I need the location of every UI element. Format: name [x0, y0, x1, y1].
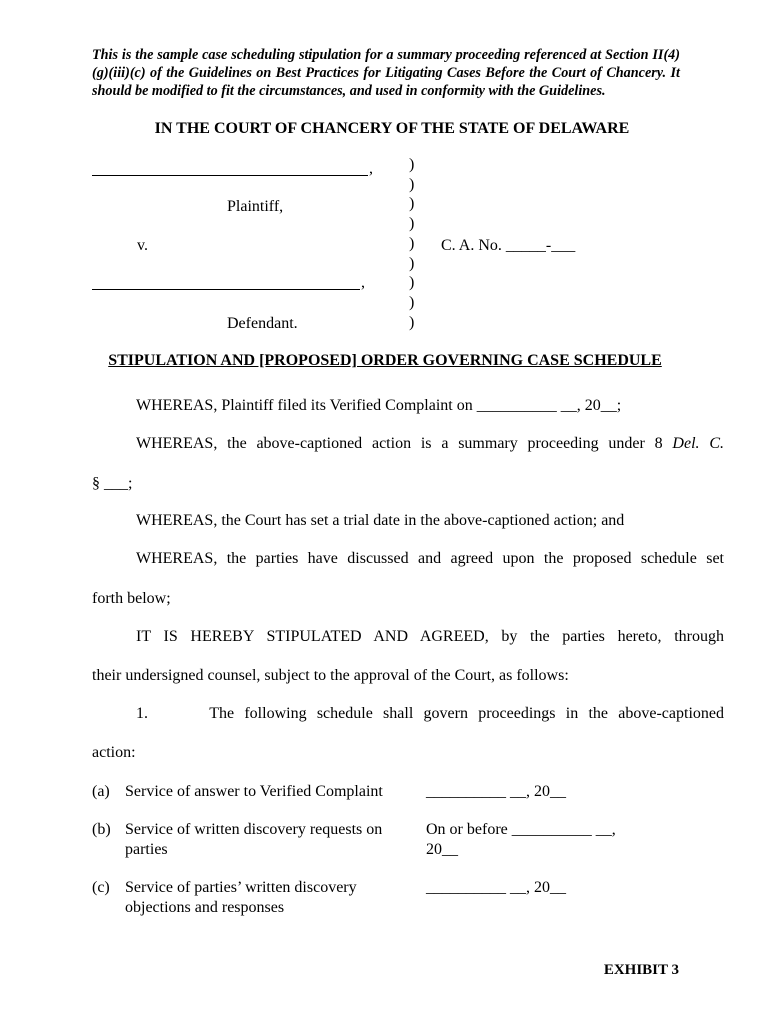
- paren: ): [409, 293, 415, 311]
- schedule-date: On or before __________ __, 20__: [426, 821, 616, 858]
- plaintiff-comma: ,: [369, 160, 373, 177]
- paren: ): [409, 234, 415, 252]
- paren: ): [409, 175, 415, 193]
- paren: ): [409, 313, 415, 331]
- schedule-description: Service of parties’ written discovery objections and responses: [125, 879, 357, 916]
- whereas-trial-date: WHEREAS, the Court has set a trial date in the above-captioned action; and: [136, 512, 625, 529]
- whereas-summary-proceeding: [92, 434, 724, 454]
- court-heading: IN THE COURT OF CHANCERY OF THE STATE OF DELAWARE: [154, 120, 630, 137]
- schedule-description: Service of written discovery requests on parties: [125, 821, 383, 858]
- schedule-item-1: 1. The following schedule shall govern proceedings in the above-captioned: [136, 705, 724, 722]
- schedule-letter: (c): [92, 879, 110, 896]
- versus-label: v.: [137, 237, 148, 254]
- whereas-complaint: WHEREAS, Plaintiff filed its Verified Complaint on __________ __, 20__;: [136, 397, 622, 414]
- document-title: STIPULATION AND [PROPOSED] ORDER GOVERNING CASE SCHEDULE: [108, 352, 662, 369]
- schedule-description: Service of answer to Verified Complaint: [125, 783, 383, 800]
- instruction-note: This is the sample case scheduling stipulation for a summary proceeding referenced at Section II(4)(g)(iii)(c) of the Guidelines on Best Practices for Litigating Cases Before the Court of Chancery. It should be modified to fit the circumstances, and used in conformity with the Guidelines.: [92, 47, 680, 99]
- plaintiff-label: Plaintiff,: [227, 198, 284, 215]
- plaintiff-blank-line: [92, 175, 368, 176]
- defendant-label: Defendant.: [227, 315, 298, 332]
- whereas-agreed-schedule: WHEREAS, the parties have discussed and agreed upon the proposed schedule set: [136, 550, 724, 567]
- schedule-item-1-cont: action:: [92, 744, 136, 761]
- schedule-letter: (b): [92, 821, 111, 838]
- paren: ): [409, 156, 415, 173]
- whereas-section-line: § ___;: [92, 475, 133, 492]
- case-number: C. A. No. _____-___: [441, 237, 576, 254]
- whereas-agreed-schedule-cont: forth below;: [92, 590, 171, 607]
- paren: ): [409, 254, 415, 272]
- paren: ): [409, 195, 415, 213]
- schedule-date: __________ __, 20__: [426, 879, 566, 896]
- stipulation-clause-cont: their undersigned counsel, subject to the approval of the Court, as follows:: [92, 667, 569, 684]
- statute-citation: Del. C.: [672, 435, 724, 452]
- defendant-comma: ,: [361, 274, 365, 291]
- stipulation-clause: IT IS HEREBY STIPULATED AND AGREED, by the parties hereto, through: [136, 628, 724, 645]
- schedule-date: __________ __, 20__: [426, 783, 566, 800]
- defendant-blank-line: [92, 289, 360, 290]
- whereas-summary-text: WHEREAS, the above-captioned action is a summary proceeding under 8: [136, 435, 673, 452]
- caption-parentheses: [409, 155, 414, 332]
- schedule-letter: (a): [92, 783, 110, 800]
- paren: ): [409, 274, 415, 292]
- paren: ): [409, 215, 415, 233]
- exhibit-label: EXHIBIT 3: [603, 962, 679, 978]
